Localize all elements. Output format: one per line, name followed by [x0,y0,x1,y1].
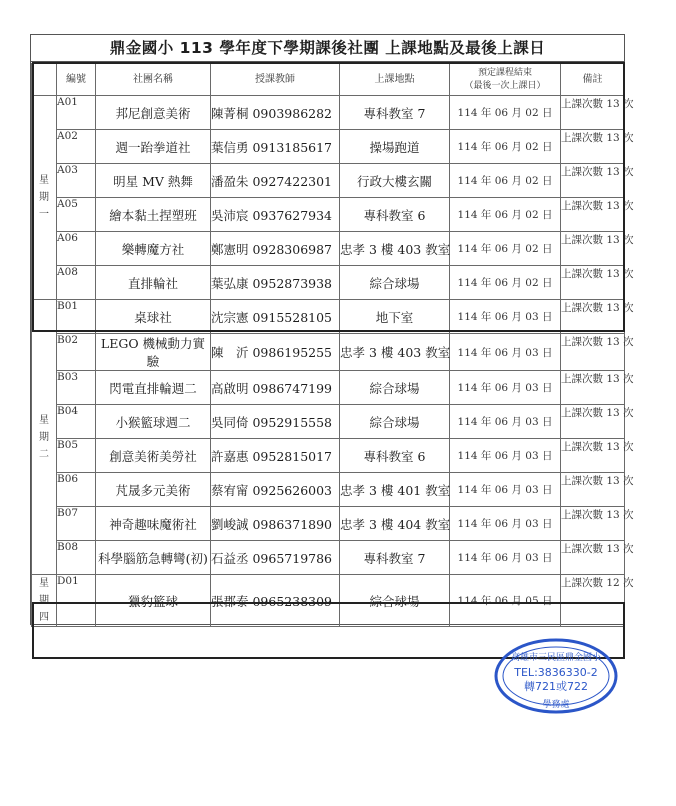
club-schedule-table [31,63,634,627]
teacher-cell: 鄭憲明 0928306987 [211,232,340,266]
table-row [32,439,625,473]
stamp-tel: TEL:3836330-2 [514,666,598,679]
note-cell: 上課次數 13 次 [561,371,625,405]
code-cell: A08 [57,266,96,300]
note-cell: 上課次數 13 次 [561,164,625,198]
table-row [32,334,625,371]
club-name-cell: 繪本黏土捏塑班 [96,198,211,232]
document-title: 鼎金國小 113 學年度下學期課後社團 上課地點及最後上課日 [31,35,624,62]
teacher-cell: 劉峻誠 0986371890 [211,507,340,541]
location-cell: 專科教室 7 [340,541,450,575]
code-cell: A01 [57,96,96,130]
club-name-cell: 樂轉魔方社 [96,232,211,266]
club-name-cell: LEGO 機械動力實驗 [96,334,211,371]
location-cell: 操場跑道 [340,130,450,164]
teacher-cell: 葉弘康 0952873938 [211,266,340,300]
club-name-cell: 芃晟多元美術 [96,473,211,507]
teacher-cell: 潘盈朱 0927422301 [211,164,340,198]
table-header-row [32,64,625,96]
header-end-date: 預定課程結束 （最後一次上課日） [450,64,561,96]
note-cell: 上課次數 13 次 [561,130,625,164]
code-cell: B01 [57,300,96,334]
teacher-cell: 許嘉惠 0952815017 [211,439,340,473]
table-row [32,507,625,541]
club-name-cell: 創意美術美勞社 [96,439,211,473]
note-cell: 上課次數 12 次 [561,575,625,627]
table-row [32,164,625,198]
location-cell: 行政大樓玄關 [340,164,450,198]
end-date-cell: 114 年 06 月 03 日 [450,473,561,507]
note-cell: 上課次數 13 次 [561,96,625,130]
weekday-label: 星期一 [39,175,49,220]
table-row [32,232,625,266]
location-cell: 綜合球場 [340,266,450,300]
club-name-cell: 桌球社 [96,300,211,334]
weekday-cell [32,300,57,575]
club-name-cell: 邦尼創意美術 [96,96,211,130]
header-location: 上課地點 [340,64,450,96]
teacher-cell: 高啟明 0986747199 [211,371,340,405]
table-row [32,130,625,164]
end-date-cell: 114 年 06 月 02 日 [450,266,561,300]
teacher-cell: 張郡泰 0965238309 [211,575,340,627]
note-cell: 上課次數 13 次 [561,473,625,507]
note-cell: 上課次數 13 次 [561,300,625,334]
end-date-cell: 114 年 06 月 03 日 [450,371,561,405]
location-cell: 專科教室 7 [340,96,450,130]
location-cell: 忠孝 3 樓 401 教室 [340,473,450,507]
code-cell: B06 [57,473,96,507]
end-date-cell: 114 年 06 月 02 日 [450,232,561,266]
code-cell: A03 [57,164,96,198]
teacher-cell: 沈宗憲 0915528105 [211,300,340,334]
table-row [32,96,625,130]
note-cell: 上課次數 13 次 [561,266,625,300]
code-cell: A02 [57,130,96,164]
stamp-office: 學務處 [542,700,570,710]
club-name-cell: 直排輪社 [96,266,211,300]
header-teacher: 授課教師 [211,64,340,96]
end-date-cell: 114 年 06 月 02 日 [450,96,561,130]
club-name-cell: 閃電直排輪週二 [96,371,211,405]
location-cell: 綜合球場 [340,405,450,439]
end-date-cell: 114 年 06 月 03 日 [450,541,561,575]
location-cell: 綜合球場 [340,371,450,405]
location-cell: 地下室 [340,300,450,334]
code-cell: D01 [57,575,96,627]
club-name-cell: 週一跆拳道社 [96,130,211,164]
location-cell: 忠孝 3 樓 403 教室 [340,232,450,266]
teacher-cell: 葉信勇 0913185617 [211,130,340,164]
table-row [32,266,625,300]
location-cell: 忠孝 3 樓 404 教室 [340,507,450,541]
code-cell: B07 [57,507,96,541]
end-date-cell: 114 年 06 月 02 日 [450,164,561,198]
table-row [32,541,625,575]
location-cell: 忠孝 3 樓 403 教室 [340,334,450,371]
end-date-cell: 114 年 06 月 03 日 [450,334,561,371]
note-cell: 上課次數 13 次 [561,198,625,232]
teacher-cell: 吳沛宸 0937627934 [211,198,340,232]
school-office-stamp [494,638,618,714]
end-date-cell: 114 年 06 月 03 日 [450,507,561,541]
header-notes: 備註 [561,64,625,96]
header-club: 社團名稱 [96,64,211,96]
weekday-label: 星期四 [39,578,49,623]
weekday-label: 星期二 [39,414,49,460]
teacher-cell: 石益丞 0965719786 [211,541,340,575]
table-row [32,575,625,627]
code-cell: A05 [57,198,96,232]
code-cell: B05 [57,439,96,473]
teacher-cell: 陳菁桐 0903986282 [211,96,340,130]
end-date-cell: 114 年 06 月 03 日 [450,439,561,473]
table-row [32,198,625,232]
teacher-cell: 陳 沂 0986195255 [211,334,340,371]
end-date-cell: 114 年 06 月 05 日 [450,575,561,627]
club-name-cell: 明星 MV 熱舞 [96,164,211,198]
note-cell: 上課次數 13 次 [561,439,625,473]
end-date-cell: 114 年 06 月 02 日 [450,198,561,232]
table-row [32,300,625,334]
location-cell: 專科教室 6 [340,439,450,473]
stamp-ext: 轉721或722 [524,680,588,693]
club-name-cell: 小猴籃球週二 [96,405,211,439]
note-cell: 上課次數 13 次 [561,507,625,541]
header-day [32,64,57,96]
end-date-cell: 114 年 06 月 02 日 [450,130,561,164]
note-cell: 上課次數 13 次 [561,541,625,575]
code-cell: B02 [57,334,96,371]
stamp-org: 高雄市三民區鼎金國小 [510,653,602,663]
code-cell: A06 [57,232,96,266]
club-name-cell: 神奇趣味魔術社 [96,507,211,541]
table-row [32,371,625,405]
weekday-cell [32,96,57,300]
club-name-cell: 獵豹籃球 [96,575,211,627]
teacher-cell: 吳同倚 0952915558 [211,405,340,439]
weekday-cell [32,575,57,627]
code-cell: B03 [57,371,96,405]
location-cell: 專科教室 6 [340,198,450,232]
code-cell: B04 [57,405,96,439]
club-name-cell: 科學腦筋急轉彎(初) [96,541,211,575]
table-row [32,405,625,439]
note-cell: 上課次數 13 次 [561,405,625,439]
teacher-cell: 蔡宥甯 0925626003 [211,473,340,507]
note-cell: 上課次數 13 次 [561,232,625,266]
location-cell: 綜合球場 [340,575,450,627]
table-row [32,473,625,507]
end-date-cell: 114 年 06 月 03 日 [450,300,561,334]
end-date-cell: 114 年 06 月 03 日 [450,405,561,439]
schedule-sheet [30,34,634,625]
code-cell: B08 [57,541,96,575]
header-code: 編號 [57,64,96,96]
note-cell: 上課次數 13 次 [561,334,625,371]
